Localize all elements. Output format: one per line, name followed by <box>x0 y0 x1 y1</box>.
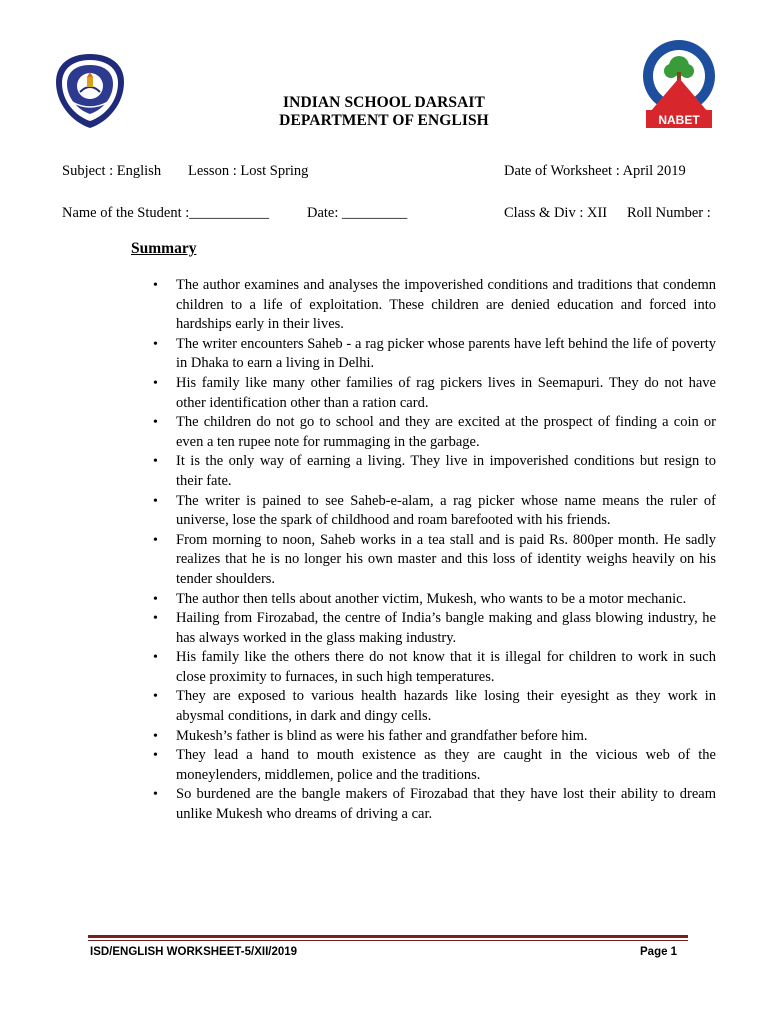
student-name-field: Name of the Student :___________ <box>62 205 270 221</box>
summary-point: • They lead a hand to mouth existence as they are caught in the vicious web of the moneylenders, middlemen, police and the traditions. <box>152 746 716 785</box>
class-div-field: Class & Div : XII <box>504 205 608 221</box>
department-name: DEPARTMENT OF ENGLISH <box>279 112 489 129</box>
summary-point: • The author then tells about another victim, Mukesh, who wants to be a motor mechanic. <box>152 590 716 610</box>
footer-page-number: Page 1 <box>640 946 678 958</box>
subject-field: Subject : English <box>62 163 162 179</box>
summary-point: • Hailing from Firozabad, the centre of India’s bangle making and glass blowing industry, he has always worked in the glass making industry. <box>152 609 716 648</box>
lesson-field: Lesson : Lost Spring <box>188 163 309 179</box>
summary-point: • They are exposed to various health hazards like losing their eyesight as they work in abysmal conditions, in dark and dingy cells. <box>152 687 716 726</box>
summary-point: • The children do not go to school and they are excited at the prospect of finding a coin or even a ten rupee note for rummaging in the garbage. <box>152 413 716 452</box>
summary-point: • His family like many other families of rag pickers lives in Seemapuri. They do not have other identification other than a ration card. <box>152 374 716 413</box>
date-field: Date: _________ <box>307 205 408 221</box>
summary-point: • The writer encounters Saheb - a rag picker whose parents have left behind the life of poverty in Dhaka to earn a living in Delhi. <box>152 335 716 374</box>
summary-point: • So burdened are the bangle makers of Firozabad that they have lost their ability to dream unlike Mukesh who dreams of driving a car. <box>152 785 716 824</box>
summary-point: • It is the only way of earning a living. They live in impoverished conditions but resign to their fate. <box>152 452 716 491</box>
nabet-label: NABET <box>658 113 700 127</box>
summary-point: • Mukesh’s father is blind as were his father and grandfather before him. <box>152 727 716 747</box>
school-name: INDIAN SCHOOL DARSAIT <box>283 94 485 111</box>
summary-point: • From morning to noon, Saheb works in a tea stall and is paid Rs. 800per month. He sadly realizes that he is no longer his own master and this loss of identity weighs heavily on his tender shoulders. <box>152 531 716 590</box>
worksheet-date-field: Date of Worksheet : April 2019 <box>504 163 686 179</box>
footer-doc-id: ISD/ENGLISH WORKSHEET-5/XII/2019 <box>90 946 298 958</box>
summary-point: • The author examines and analyses the impoverished conditions and traditions that condemn children to a life of exploitation. These children are denied education and forced into hardships early in their lives. <box>152 276 716 335</box>
roll-number-field: Roll Number : <box>627 205 711 221</box>
footer-divider-thin <box>88 940 688 941</box>
summary-heading: Summary <box>131 240 197 257</box>
summary-list <box>152 276 716 825</box>
summary-point: • His family like the others there do not know that it is illegal for children to work in such close proximity to furnaces, in such high temperatures. <box>152 648 716 687</box>
summary-point: • The writer is pained to see Saheb-e-alam, a rag picker whose name means the ruler of universe, lose the spark of childhood and roam barefooted with his friends. <box>152 492 716 531</box>
footer-divider <box>88 935 688 938</box>
